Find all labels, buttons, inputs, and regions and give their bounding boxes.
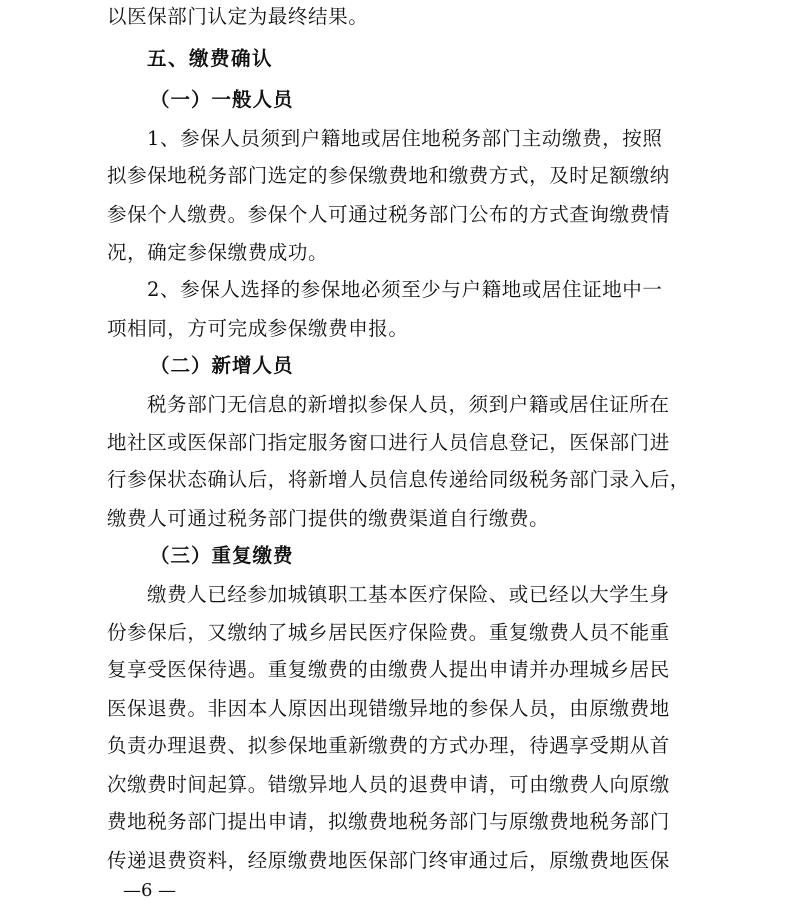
subsection-heading: （三）重复缴费 — [150, 544, 294, 567]
paragraph-line: 缴费人已经参加城镇职工基本医疗保险、或已经以大学生身 — [147, 583, 670, 606]
subsection-heading: （二）新增人员 — [150, 354, 294, 377]
paragraph-line: 传递退费资料，经原缴费地医保部门终审通过后，原缴费地医保 — [107, 849, 670, 872]
subsection-heading: （一）一般人员 — [150, 88, 294, 111]
page-number: —6 — — [123, 880, 177, 901]
paragraph-line: 行参保状态确认后，将新增人员信息传递给同级税务部门录入后， — [107, 468, 690, 491]
paragraph-line: 缴费人可通过税务部门提供的缴费渠道自行缴费。 — [107, 507, 550, 530]
paragraph-line: 参保个人缴费。参保个人可通过税务部门公布的方式查询缴费情 — [107, 203, 670, 226]
paragraph-line: 况，确定参保缴费成功。 — [107, 241, 329, 264]
section-heading: 五、缴费确认 — [147, 47, 274, 70]
paragraph-line: 以医保部门认定为最终结果。 — [107, 5, 369, 28]
paragraph-line: 负责办理退费、拟参保地重新缴费的方式办理，待遇享受期从首 — [107, 734, 670, 757]
paragraph-line: 2、参保人选择的参保地必须至少与户籍地或居住证地中一 — [147, 278, 663, 301]
paragraph-line: 1、参保人员须到户籍地或居住地税务部门主动缴费，按照 — [147, 127, 663, 150]
paragraph-line: 份参保后，又缴纳了城乡居民医疗保险费。重复缴费人员不能重 — [107, 621, 670, 644]
paragraph-line: 项相同，方可完成参保缴费申报。 — [107, 317, 409, 340]
paragraph-line: 地社区或医保部门指定服务窗口进行人员信息登记，医保部门进 — [107, 431, 670, 454]
paragraph-line: 拟参保地税务部门选定的参保缴费地和缴费方式，及时足额缴纳 — [107, 164, 670, 187]
paragraph-line: 复享受医保待遇。重复缴费的由缴费人提出申请并办理城乡居民 — [107, 658, 670, 681]
paragraph-line: 次缴费时间起算。错缴异地人员的退费申请，可由缴费人向原缴 — [107, 773, 670, 796]
paragraph-line: 医保退费。非因本人原因出现错缴异地的参保人员，由原缴费地 — [107, 697, 670, 720]
paragraph-line: 税务部门无信息的新增拟参保人员，须到户籍或居住证所在 — [147, 393, 670, 416]
paragraph-line: 费地税务部门提出申请，拟缴费地税务部门与原缴费地税务部门 — [107, 810, 670, 833]
